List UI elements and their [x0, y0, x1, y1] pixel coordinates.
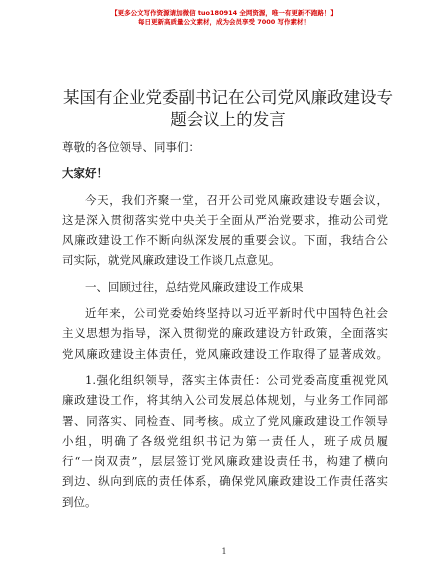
- paragraph-line: 到位。: [62, 494, 97, 509]
- paragraph-line: 到边、纵向到底的责任体系，确保党风廉政建设工作责任落实: [62, 474, 388, 489]
- greeting: 大家好！: [62, 166, 108, 181]
- paragraph-line: 近年来，公司党委始终坚持以习近平新时代中国特色社会: [85, 306, 388, 321]
- document-title: [48, 87, 408, 131]
- page-number: 1: [221, 547, 227, 556]
- salutation: 尊敬的各位领导、同事们：: [62, 140, 200, 154]
- promo-banner: [0, 9, 448, 27]
- document-title-line-2: 题会议上的发言: [170, 110, 286, 129]
- section-heading-1: 一、回顾过往，总结党风廉政建设工作成果: [85, 279, 304, 294]
- paragraph-leadership: [62, 370, 388, 512]
- paragraph-line: 署、同落实、同检查、同考核。成立了党风廉政建设工作领导: [62, 413, 388, 428]
- paragraph-line: 司实际，就党风廉政建设工作谈几点意见。: [62, 253, 281, 268]
- promo-banner-line-1: 【更多公文写作资源请加微信 tuo180914 全网资源，唯一有更新不跑路！】: [111, 9, 337, 17]
- paragraph-line: 小组，明确了各级党组织书记为第一责任人，班子成员履: [62, 433, 388, 448]
- paragraph-line: 1.强化组织领导，落实主体责任：公司党委高度重视党风: [85, 372, 388, 387]
- document-body: [62, 137, 388, 512]
- paragraph-line: 廉政建设工作，将其纳入公司发展总体规划，与业务工作同部: [62, 393, 388, 408]
- paragraph-line: 风廉政建设工作不断向纵深发展的重要会议。下面，我结合公: [62, 233, 388, 248]
- paragraph-line: 主义思想为指导，深入贯彻党的廉政建设方针政策，全面落实: [62, 326, 388, 341]
- paragraph-line: 行“一岗双责”，层层签订党风廉政建设责任书，构建了横向: [62, 454, 388, 469]
- paragraph-opening: [62, 190, 388, 271]
- paragraph-line: 今天，我们齐聚一堂，召开公司党风廉政建设专题会议，: [85, 192, 388, 207]
- document-title-line-1: 某国有企业党委副书记在公司党风廉政建设专: [63, 88, 393, 107]
- paragraph-line: 这是深入贯彻落实党中央关于全面从严治党要求，推动公司党: [62, 212, 388, 227]
- paragraph-line: 党风廉政建设主体责任，党风廉政建设工作取得了显著成效。: [62, 346, 388, 361]
- paragraph-review: [62, 303, 388, 364]
- promo-banner-line-2: 每日更新高质量公文素材，成为会员享受 7000 写作素材！: [137, 18, 311, 26]
